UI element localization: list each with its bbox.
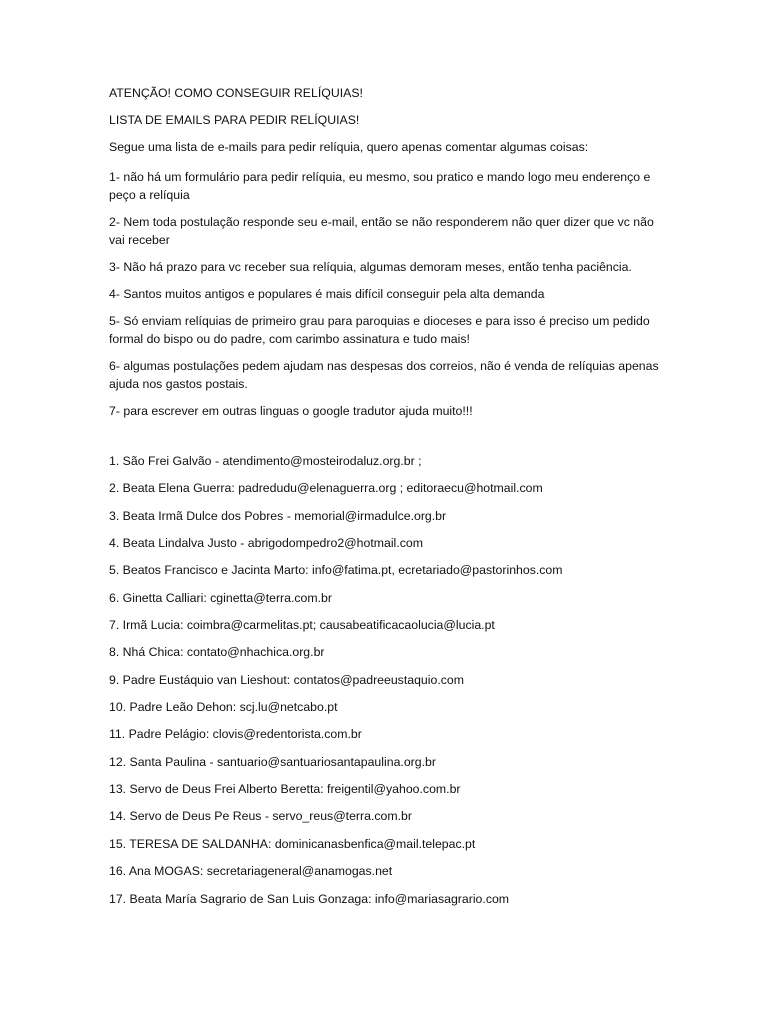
tip-item: 4- Santos muitos antigos e populares é mais difícil conseguir pela alta demanda — [109, 287, 545, 301]
contact-item: 10. Padre Leão Dehon: scj.lu@netcabo.pt — [109, 700, 338, 715]
contact-item: 7. Irmã Lucia: coimbra@carmelitas.pt; causabeatificacaolucia@lucia.pt — [109, 618, 495, 633]
contact-item: 3. Beata Irmã Dulce dos Pobres - memorial@irmadulce.org.br — [109, 508, 447, 523]
tip-item: 5- Só enviam relíquias de primeiro grau para paroquias e dioceses e para isso é preciso um pedido formal do bispo ou do padre, com carimbo assinatura e tudo mais! — [109, 314, 650, 346]
contact-item: 11. Padre Pelágio: clovis@redentorista.com.br — [109, 727, 362, 742]
contact-item: 2. Beata Elena Guerra: padredudu@elenaguerra.org ; editoraecu@hotmail.com — [109, 481, 543, 496]
contact-item: 12. Santa Paulina - santuario@santuariosantapaulina.org.br — [109, 754, 436, 769]
tips-list — [109, 168, 669, 420]
tip-item: 2- Nem toda postulação responde seu e-mail, então se não responderem não quer dizer que vc não vai receber — [109, 215, 654, 247]
contact-item: 5. Beatos Francisco e Jacinta Marto: info@fatima.pt, ecretariado@pastorinhos.com — [109, 563, 563, 578]
contact-item: 14. Servo de Deus Pe Reus - servo_reus@terra.com.br — [109, 809, 412, 824]
document-subtitle: LISTA DE EMAILS PARA PEDIR RELÍQUIAS! — [109, 113, 360, 127]
contact-item: 8. Nhá Chica: contato@nhachica.org.br — [109, 645, 325, 660]
tip-item: 7- para escrever em outras linguas o google tradutor ajuda muito!!! — [109, 404, 473, 418]
intro-paragraph: Segue uma lista de e-mails para pedir relíquia, quero apenas comentar algumas coisas: — [109, 140, 589, 154]
tip-item: 1- não há um formulário para pedir relíquia, eu mesmo, sou pratico e mando logo meu enderenço e peço a relíquia — [109, 170, 651, 202]
contacts-list — [109, 452, 669, 908]
tip-item: 6- algumas postulações pedem ajudam nas despesas dos correios, não é venda de relíquias apenas ajuda nos gastos postais. — [109, 359, 659, 391]
document-title: ATENÇÃO! COMO CONSEGUIR RELÍQUIAS! — [109, 86, 363, 100]
contact-item: 13. Servo de Deus Frei Alberto Beretta: freigentil@yahoo.com.br — [109, 782, 461, 797]
contact-item: 1. São Frei Galvão - atendimento@mosteirodaluz.org.br ; — [109, 454, 422, 468]
contact-item: 4. Beata Lindalva Justo - abrigodompedro2@hotmail.com — [109, 536, 423, 551]
document-page — [109, 84, 669, 917]
contact-item: 16. Ana MOGAS: secretariageneral@anamogas.net — [109, 864, 393, 879]
contact-item: 6. Ginetta Calliari: cginetta@terra.com.br — [109, 590, 332, 605]
contact-item: 17. Beata María Sagrario de San Luis Gonzaga: info@mariasagrario.com — [109, 891, 510, 906]
tip-item: 3- Não há prazo para vc receber sua relíquia, algumas demoram meses, então tenha paciência. — [109, 260, 632, 274]
contact-item: 9. Padre Eustáquio van Lieshout: contatos@padreeustaquio.com — [109, 672, 464, 687]
section-spacer — [109, 429, 669, 452]
contact-item: 15. TERESA DE SALDANHA: dominicanasbenfica@mail.telepac.pt — [109, 836, 476, 851]
